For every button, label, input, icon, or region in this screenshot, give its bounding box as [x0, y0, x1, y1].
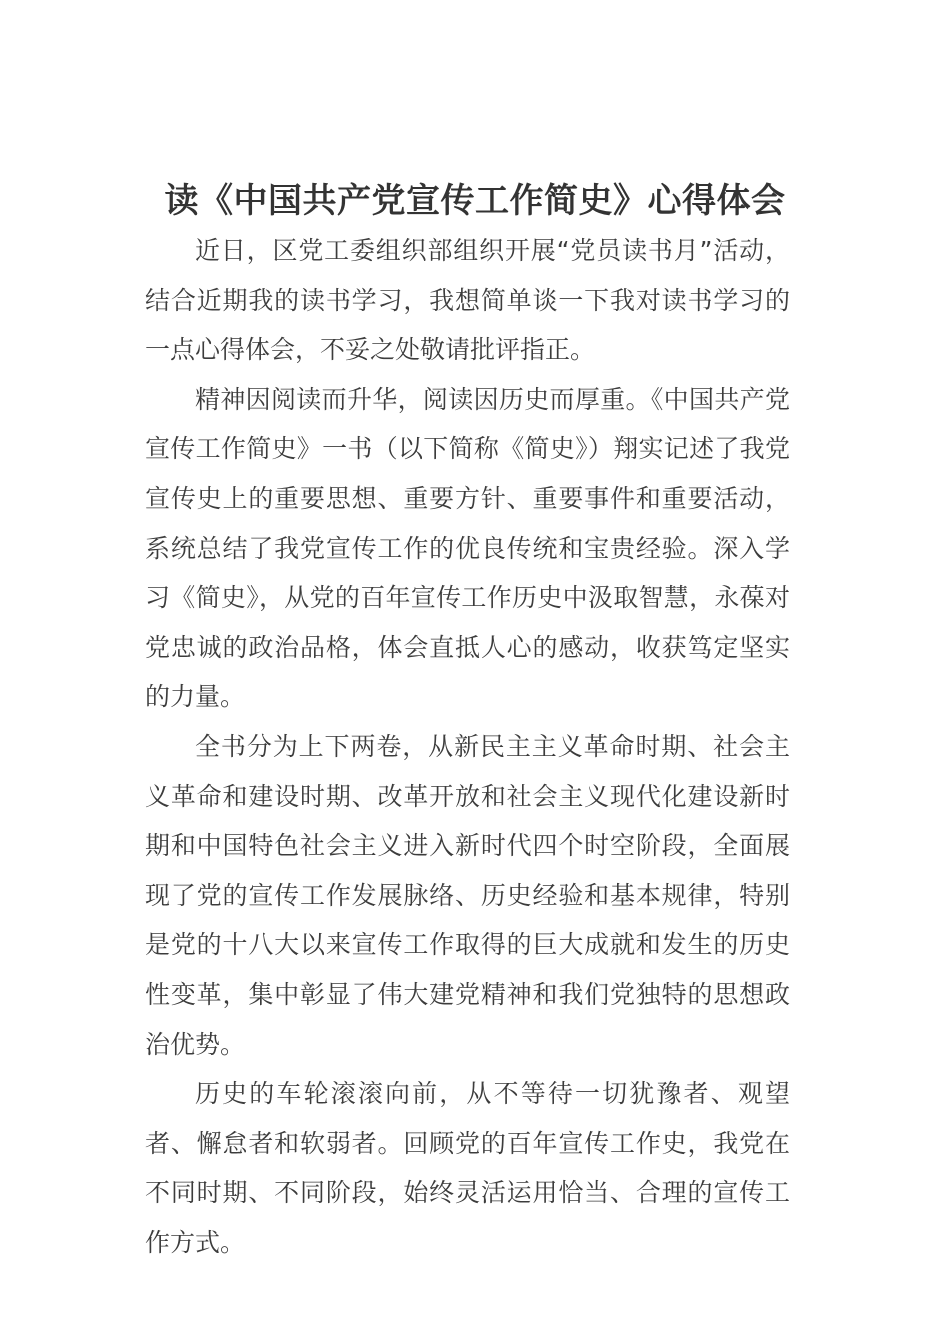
paragraph-4: 历史的车轮滚滚向前，从不等待一切犹豫者、观望者、懈怠者和软弱者。回顾党的百年宣传工作史，我党在不同时期、不同阶段，始终灵活运用恰当、合理的宣传工作方式。 — [145, 1079, 790, 1257]
document-title: 读《中国共产党宣传工作简史》心得体会 — [164, 180, 786, 221]
paragraph-3: 全书分为上下两卷，从新民主主义革命时期、社会主义革命和建设时期、改革开放和社会主义现代化建设新时期和中国特色社会主义进入新时代四个时空阶段，全面展现了党的宣传工作发展脉络、历史经验和基本规律，特别是党的十八大以来宣传工作取得的巨大成就和发生的历史性变革，集中彰显了伟大建党精神和我们党独特的思想政治优势。 — [145, 731, 790, 1059]
paragraph-1: 近日，区党工委组织部组织开展“党员读书月”活动，结合近期我的读书学习，我想简单谈一下我对读书学习的一点心得体会，不妥之处敬请批评指正。 — [145, 236, 790, 365]
paragraph-2: 精神因阅读而升华，阅读因历史而厚重。《中国共产党宣传工作简史》一书（以下简称《简史》）翔实记述了我党宣传史上的重要思想、重要方针、重要事件和重要活动，系统总结了我党宣传工作的优良传统和宝贵经验。深入学习《简史》，从党的百年宣传工作历史中汲取智慧，永葆对党忠诚的政治品格，体会直抵人心的感动，收获笃定坚实的力量。 — [145, 384, 790, 712]
document-body — [145, 226, 790, 1267]
